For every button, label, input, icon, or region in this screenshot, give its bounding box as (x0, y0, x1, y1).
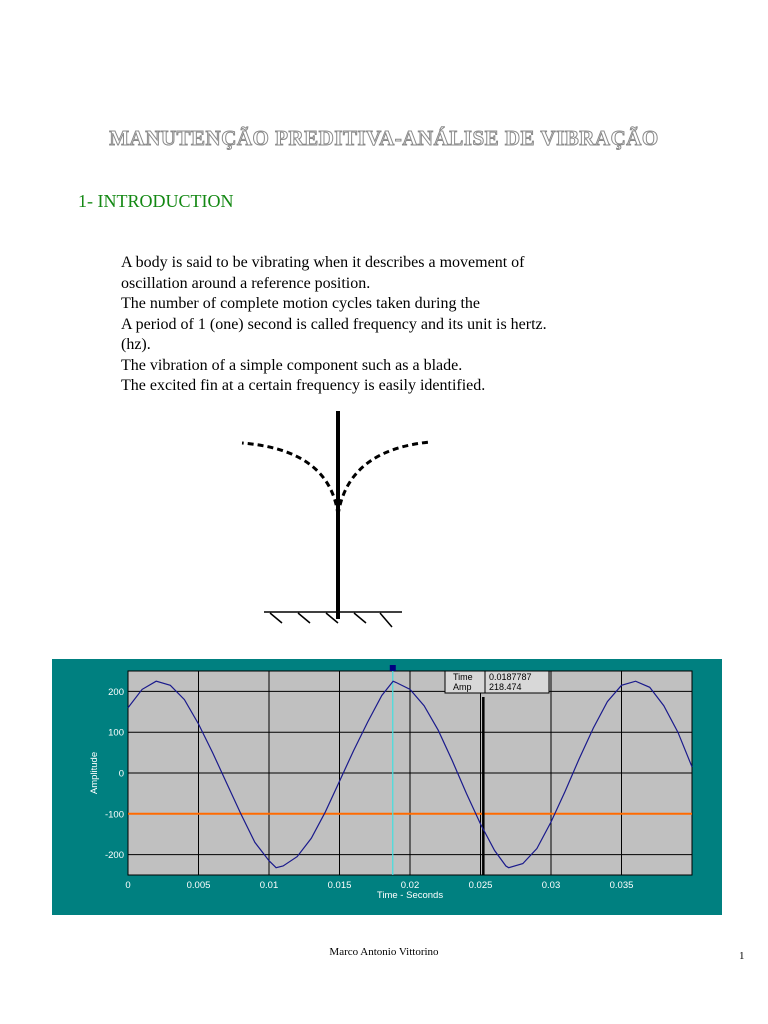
document-title: MANUTENÇÃO PREDITIVA-ANÁLISE DE VIBRAÇÃO (109, 126, 659, 150)
blade-deflection-left (242, 443, 338, 515)
y-tick-label: 100 (108, 727, 124, 739)
x-tick-label: 0.01 (259, 880, 279, 891)
x-tick-label: 0.005 (186, 880, 211, 891)
readout-time-value: 0.0187787 (489, 672, 532, 682)
y-axis-label: Amplitude (89, 751, 100, 795)
y-tick-label: -200 (104, 850, 124, 862)
cursor-handle (390, 665, 396, 671)
footer-author: Marco Antonio Vittorino (329, 946, 439, 958)
vibration-waveform-chart (52, 659, 722, 915)
paragraph-line: A body is said to be vibrating when it describes a movement of (121, 254, 525, 271)
y-tick-label: -100 (104, 809, 124, 821)
x-tick-label: 0.03 (541, 880, 561, 891)
paragraph-line: The number of complete motion cycles taken during the (121, 295, 480, 312)
paragraph-line: The excited fin at a certain frequency is easily identified. (121, 377, 486, 394)
ground-hatching (270, 613, 392, 627)
readout-time-label: Time (453, 672, 473, 682)
section-heading: 1- INTRODUCTION (78, 191, 234, 211)
x-tick-label: 0.035 (609, 880, 634, 891)
chart-canvas (52, 659, 722, 915)
blade-vibration-diagram (230, 405, 430, 630)
x-tick-label: 0.025 (468, 880, 493, 891)
readout-amp-label: Amp (453, 682, 472, 692)
y-tick-label: 0 (118, 768, 124, 780)
x-axis-label: Time - Seconds (376, 890, 444, 901)
x-tick-label: 0 (125, 880, 131, 891)
blade-deflection-right (338, 442, 430, 515)
paragraph-line: The vibration of a simple component such as a blade. (121, 356, 463, 374)
paragraph-line: oscillation around a reference position. (121, 274, 371, 292)
y-tick-label: 200 (108, 686, 124, 698)
readout-amp-value: 218.474 (489, 682, 522, 692)
paragraph-line: (hz). (121, 336, 151, 353)
x-tick-label: 0.02 (400, 880, 420, 891)
x-tick-label: 0.015 (327, 880, 352, 891)
page-number: 1 (739, 950, 745, 962)
intro-paragraph (121, 253, 601, 397)
paragraph-line: A period of 1 (one) second is called frequency and its unit is hertz. (121, 315, 547, 333)
